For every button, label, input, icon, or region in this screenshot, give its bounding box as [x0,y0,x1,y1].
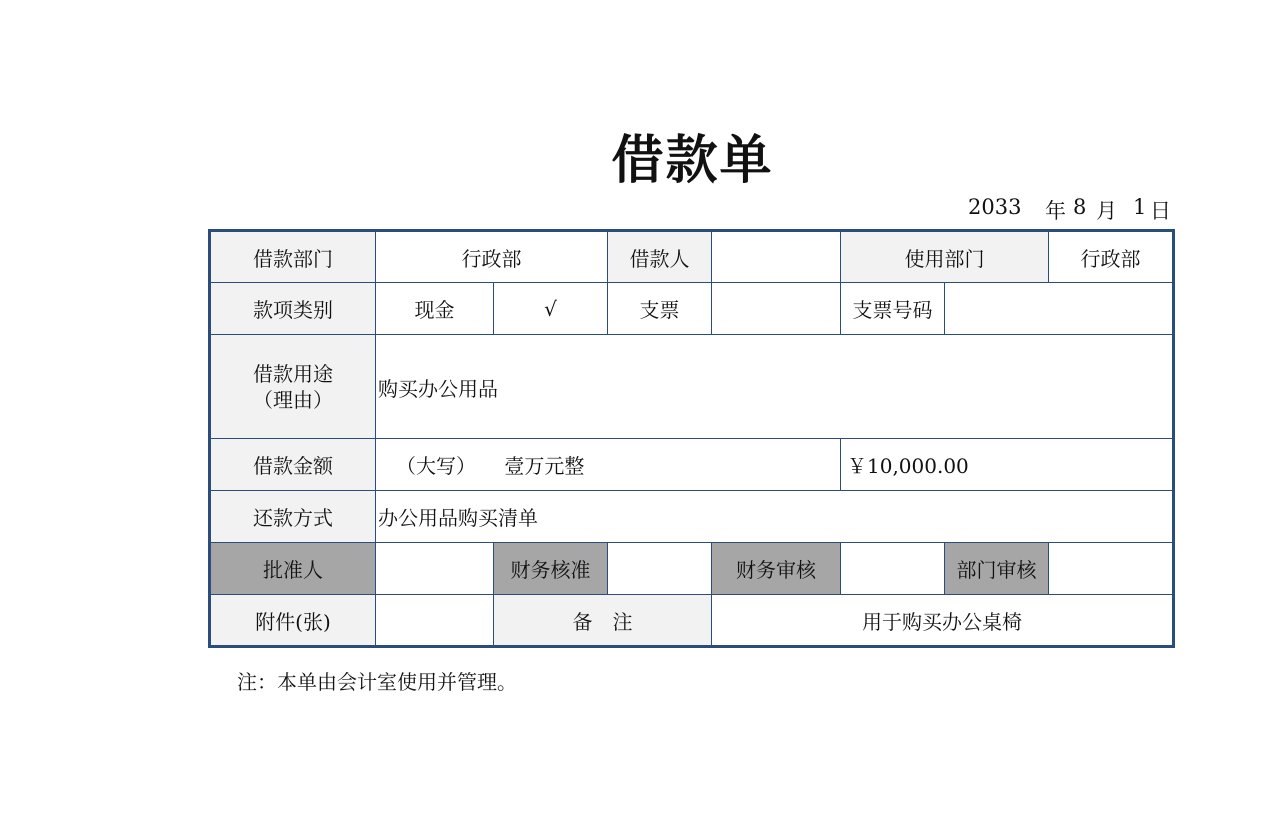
date-month-unit: 月 [1096,199,1117,223]
cheque-number-label: 支票号码 [841,283,945,335]
purpose-label-line2: （理由） [253,387,333,412]
purpose-label-line1: 借款用途 [253,361,333,386]
attachment-label: 附件(张) [210,595,376,647]
finance-approve-value[interactable] [608,543,712,595]
date-year: 2033 [968,195,1022,219]
approver-label: 批准人 [210,543,376,595]
approver-value[interactable] [376,543,494,595]
purpose-label [210,335,376,439]
remark-value[interactable]: 用于购买办公桌椅 [712,595,1174,647]
using-dept-label: 使用部门 [841,231,1049,283]
repay-label: 还款方式 [210,491,376,543]
repay-value[interactable]: 办公用品购买清单 [376,491,1174,543]
dept-review-value[interactable] [1049,543,1174,595]
amount-number[interactable]: ￥10,000.00 [841,439,1174,491]
finance-review-label: 财务审核 [712,543,841,595]
finance-approve-label: 财务核准 [494,543,608,595]
loan-form-table [208,229,1175,648]
date-day: 1 [1133,195,1147,219]
cash-checkmark[interactable]: √ [494,283,608,335]
dept-review-label: 部门审核 [945,543,1049,595]
remark-label: 备 注 [494,595,712,647]
date-day-unit: 日 [1150,199,1171,223]
amount-caps-value: 壹万元整 [504,454,585,478]
amount-label: 借款金额 [210,439,376,491]
dept-value[interactable]: 行政部 [376,231,608,283]
cheque-checkmark[interactable] [712,283,841,335]
purpose-value[interactable]: 购买办公用品 [376,335,1174,439]
page-title: 借款单 [611,130,774,191]
using-dept-value[interactable]: 行政部 [1049,231,1174,283]
attachment-value[interactable] [376,595,494,647]
dept-label: 借款部门 [210,231,376,283]
borrower-value[interactable] [712,231,841,283]
amount-caps-cell[interactable] [376,439,841,491]
category-label: 款项类别 [210,283,376,335]
footnote: 注：本单由会计室使用并管理。 [237,670,517,694]
date-line [960,195,1175,221]
cheque-number-value[interactable] [945,283,1174,335]
borrower-label: 借款人 [608,231,712,283]
cheque-label: 支票 [608,283,712,335]
date-year-unit: 年 [1045,199,1066,223]
cash-label: 现金 [376,283,494,335]
finance-review-value[interactable] [841,543,945,595]
amount-caps-label: （大写） [396,454,476,478]
date-month: 8 [1073,195,1087,219]
